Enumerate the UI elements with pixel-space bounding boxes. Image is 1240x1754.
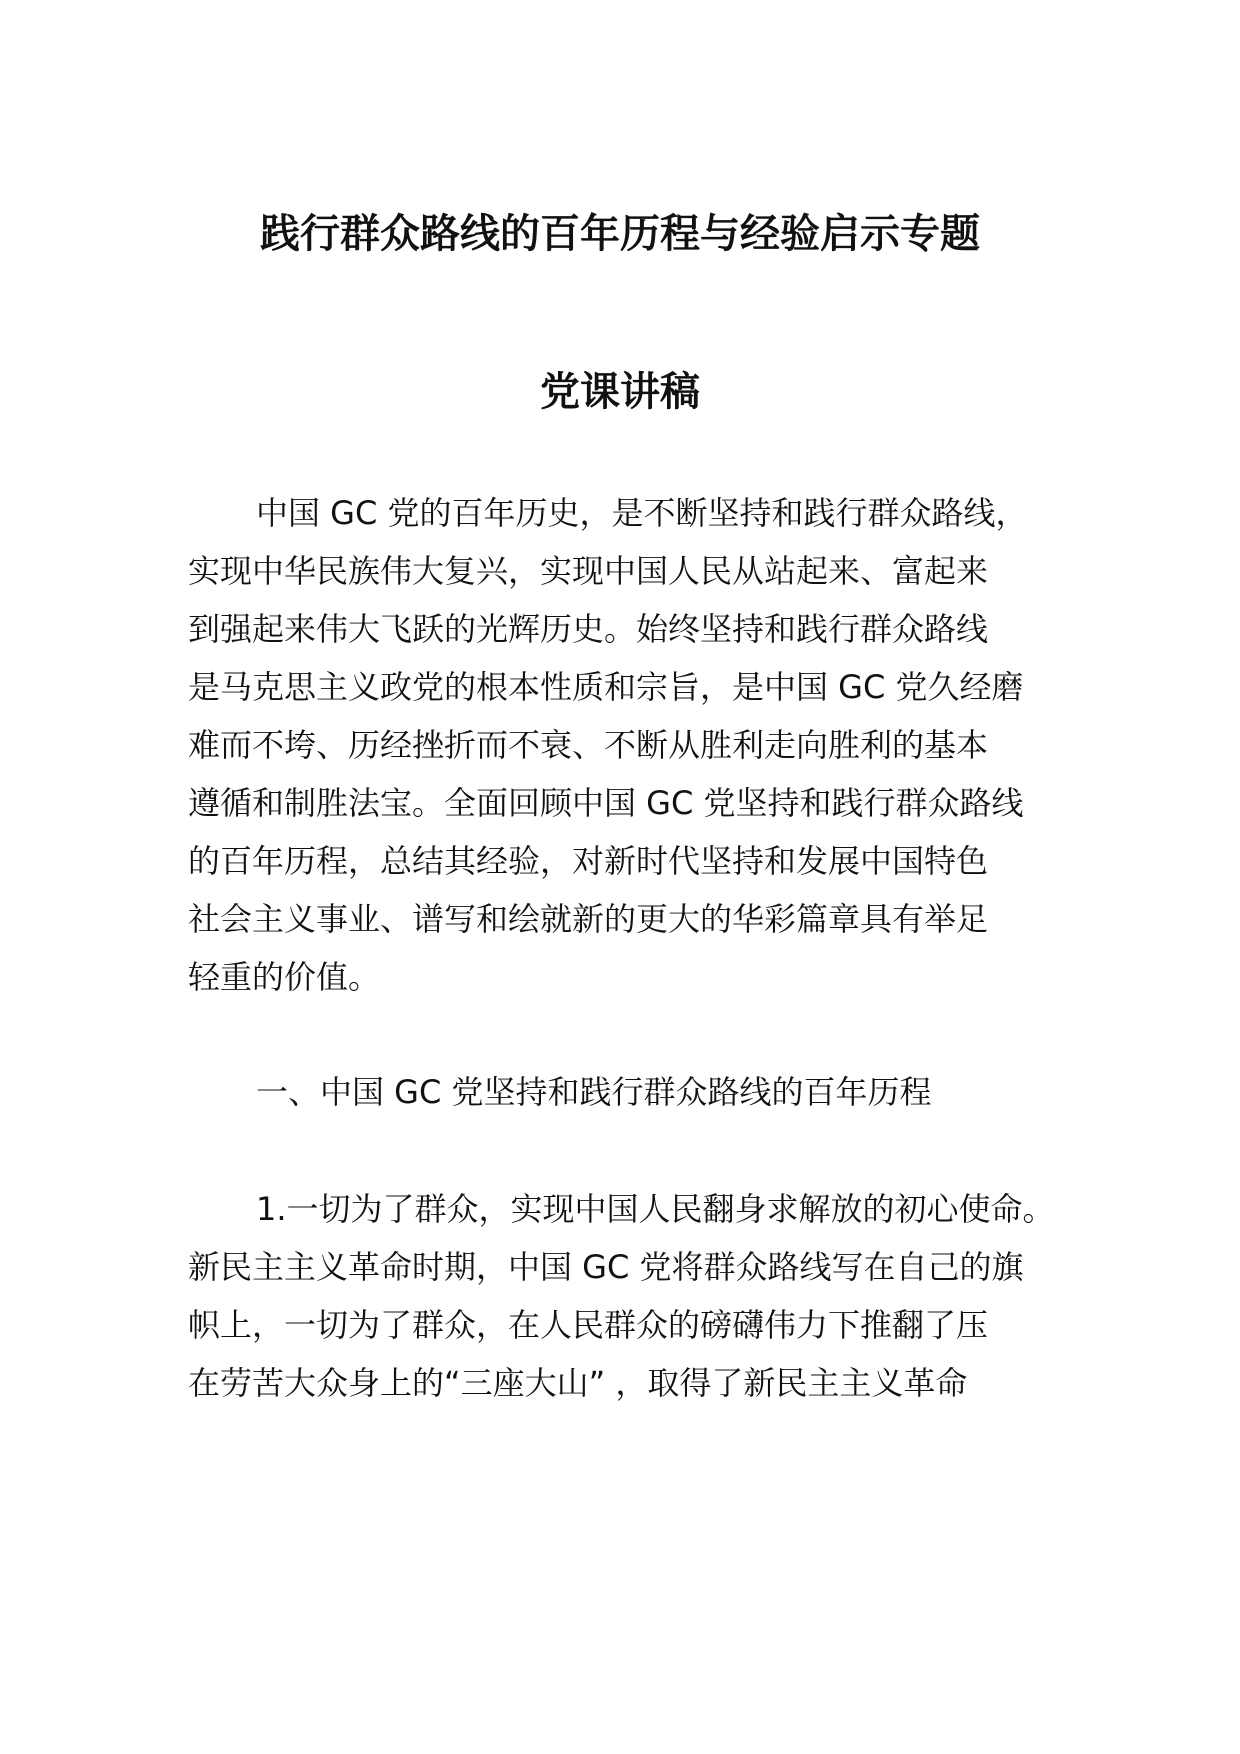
section-heading: 一、中国 GC 党坚持和践行群众路线的百年历程 — [256, 1073, 932, 1111]
paragraph-line: 1.一切为了群众，实现中国人民翻身求解放的初心使命。 — [256, 1190, 1055, 1228]
paragraph-line: 遵循和制胜法宝。全面回顾中国 GC 党坚持和践行群众路线 — [188, 784, 1024, 822]
paragraph-line: 的百年历程，总结其经验，对新时代坚持和发展中国特色 — [188, 842, 989, 880]
paragraph-line: 实现中华民族伟大复兴，实现中国人民从站起来、富起来 — [188, 552, 989, 590]
paragraph-line: 帜上，一切为了群众，在人民群众的磅礴伟力下推翻了压 — [188, 1306, 989, 1344]
paragraph-line: 难而不垮、历经挫折而不衰、不断从胜利走向胜利的基本 — [188, 726, 989, 764]
document-title-line-1: 践行群众路线的百年历程与经验启示专题 — [260, 211, 980, 257]
paragraph-line: 是马克思主义政党的根本性质和宗旨，是中国 GC 党久经磨 — [188, 668, 1024, 706]
paragraph-line: 轻重的价值。 — [188, 958, 381, 996]
paragraph-line: 中国 GC 党的百年历史，是不断坚持和践行群众路线， — [256, 494, 1028, 532]
paragraph-line: 社会主义事业、谱写和绘就新的更大的华彩篇章具有举足 — [188, 900, 989, 938]
paragraph-line: 在劳苦大众身上的“三座大山” ，取得了新民主主义革命 — [188, 1364, 968, 1402]
paragraph-line: 到强起来伟大飞跃的光辉历史。始终坚持和践行群众路线 — [188, 610, 989, 648]
document-title-line-2: 党课讲稿 — [540, 369, 700, 415]
paragraph-line: 新民主主义革命时期，中国 GC 党将群众路线写在自己的旗 — [188, 1248, 1024, 1286]
